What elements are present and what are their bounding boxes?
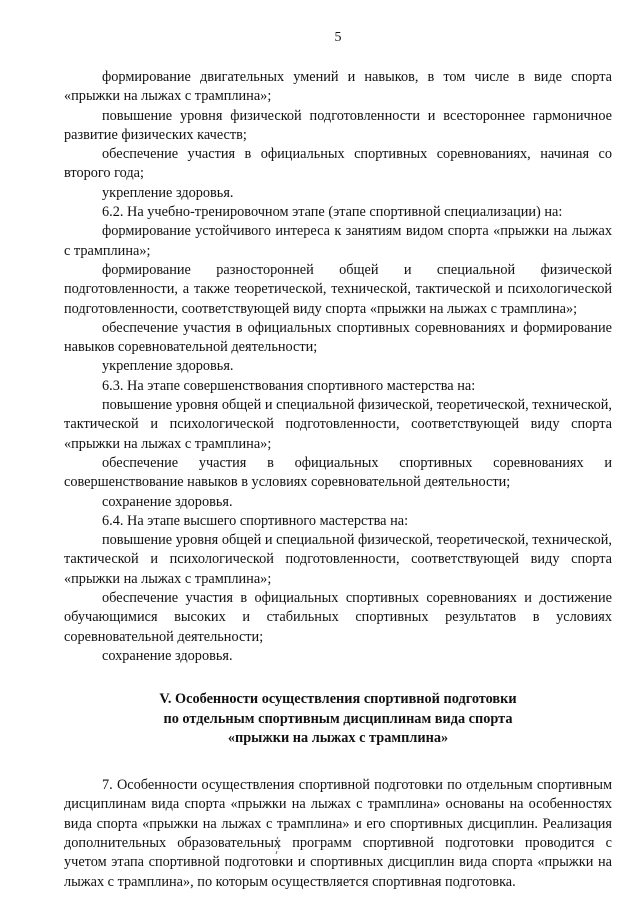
paragraph-6-4-item-1: повышение уровня общей и специальной физической, теоретической, технической, тактической и психологической подготовленности, соответствующей виду спорта «прыжки на лыжах с трамплина»;: [64, 532, 612, 587]
section-7-paragraph: 7. Особенности осуществления спортивной подготовки по отдельным спортивным дисциплинам вида спорта «прыжки на лыжах с трамплина» основаны на особенностях вида спорта «прыжки на лыжах с трамплина» и его спортивных дисциплин. Реализация дополнительных образовательных программ спортивной подготовки проводится с учетом этапа спортивной подготовки и спортивных дисциплин вида спорта «прыжки на лыжах с трамплина», по которым осуществляется спортивная подготовка.: [64, 777, 612, 890]
paragraph-6-1-item-2: повышение уровня физической подготовленности и всестороннее гармоничное развитие физических качеств;: [64, 107, 612, 143]
section-6-2-title: 6.2. На учебно-тренировочном этапе (этапе спортивной специализации) на:: [102, 204, 563, 221]
paragraph-6-3-item-2: обеспечение участия в официальных спортивных соревнованиях и совершенствование навыков в условиях соревновательной деятельности;: [64, 454, 612, 491]
document-page: [64, 30, 612, 892]
section-6-4-title: 6.4. На этапе высшего спортивного мастерства на:: [102, 512, 409, 529]
paragraph-6-2-item-3: обеспечение участия в официальных спортивных соревнованиях и формирование навыков соревновательной деятельности;: [64, 319, 612, 356]
paragraph-6-2-item-4: укрепление здоровья.: [102, 358, 234, 375]
paragraph-6-4-item-2: обеспечение участия в официальных спортивных соревнованиях и достижение обучающимися высоких и стабильных спортивных результатов в условиях соревновательной деятельности;: [64, 590, 612, 645]
paragraph-6-2-item-2: формирование разносторонней общей и специальной физической подготовленности, а также теоретической, технической, тактической и психологической подготовленности, соответствующей виду спорта «прыжки на лыжах с трамплина»;: [64, 261, 612, 317]
paragraph-6-3-item-1: повышение уровня общей и специальной физической, теоретической, технической, тактической и психологической подготовленности, соответствующей виду спорта «прыжки на лыжах с трамплина»;: [64, 397, 612, 452]
paragraph-6-2-item-1: формирование устойчивого интереса к занятиям видом спорта «прыжки на лыжах с трамплина»;: [64, 223, 612, 259]
chapter-heading: [64, 690, 612, 748]
chapter-heading-line-1: V. Особенности осуществления спортивной подготовки: [159, 691, 517, 708]
scan-mark: [270, 836, 286, 856]
paragraph-6-1-item-1: формирование двигательных умений и навыков, в том числе в виде спорта «прыжки на лыжах с трамплина»;: [64, 69, 612, 105]
section-6-3-title: 6.3. На этапе совершенствования спортивного мастерства на:: [102, 377, 476, 394]
chapter-heading-line-2: по отдельным спортивным дисциплинам вида спорта: [163, 710, 513, 727]
chapter-heading-line-3: «прыжки на лыжах с трамплина»: [227, 729, 449, 746]
page-number: 5: [334, 30, 342, 45]
paragraph-6-1-item-4: укрепление здоровья.: [102, 184, 234, 201]
paragraph-6-3-item-3: сохранение здоровья.: [102, 493, 233, 510]
paragraph-6-4-item-3: сохранение здоровья.: [102, 647, 233, 664]
paragraph-6-1-item-3: обеспечение участия в официальных спортивных соревнованиях, начиная со второго года;: [64, 146, 612, 182]
